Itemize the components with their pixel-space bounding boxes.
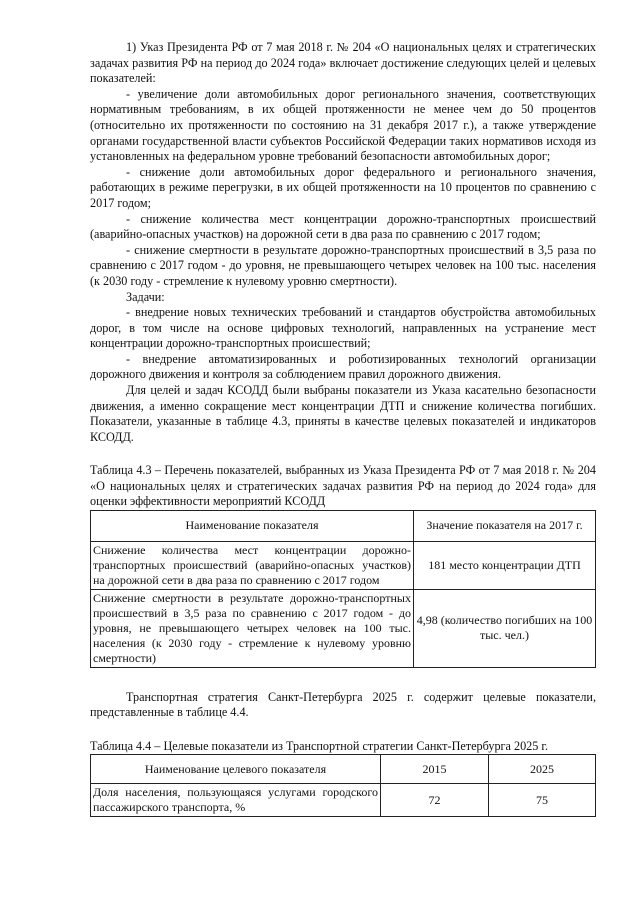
table-row bbox=[91, 589, 596, 667]
table-4-3-caption: Таблица 4.3 – Перечень показателей, выбранных из Указа Президента РФ от 7 мая 2018 г. № 204 «О национальных целях и стратегических задачах развития РФ на период до 2024 года» для оценки эффективности мероприятий КСОДД bbox=[90, 463, 596, 509]
document-page bbox=[90, 40, 596, 817]
table-4-4 bbox=[90, 754, 596, 817]
column-header: Наименование показателя bbox=[91, 510, 414, 541]
table-header-row bbox=[91, 510, 596, 541]
goal-item: - снижение количества мест концентрации дорожно-транспортных происшествий (аварийно-опасных участков) на дорожной сети в два раза по сравнению с 2017 годом; bbox=[90, 211, 596, 242]
indicator-value-cell: 4,98 (количество погибших на 100 тыс. чел.) bbox=[414, 589, 596, 667]
intro-paragraph: 1) Указ Президента РФ от 7 мая 2018 г. № 204 «О национальных целях и стратегических задачах развития РФ на период до 2024 года» включает достижение следующих целей и целевых показателей: bbox=[90, 40, 596, 86]
table-header-row bbox=[91, 755, 596, 784]
goal-item: - снижение доли автомобильных дорог федерального и регионального значения, работающих в режиме перегрузки, в их общей протяженности на 10 процентов по сравнению с 2017 годом; bbox=[90, 164, 596, 210]
tasks-label: Задачи: bbox=[126, 289, 165, 304]
task-item: - внедрение автоматизированных и роботизированных технологий организации дорожного движения и контроля за соблюдением правил дорожного движения. bbox=[90, 351, 596, 382]
table-row bbox=[91, 784, 596, 817]
conclusion-paragraph: Для целей и задач КСОДД были выбраны показатели из Указа касательно безопасности движения, а именно сокращение мест концентрации ДТП и снижение количества погибших. Показатели, указанные в таблице 4.3, приняты в качестве целевых показателей и индикаторов КСОДД. bbox=[90, 383, 596, 444]
column-header: Значение показателя на 2017 г. bbox=[414, 510, 596, 541]
table-row bbox=[91, 541, 596, 589]
goal-item: - снижение смертности в результате дорожно-транспортных происшествий в 3,5 раза по сравнению с 2017 годом - до уровня, не превышающего четырех человек на 100 тыс. населения (к 2030 году - стремление к нулевому уровню смертности). bbox=[90, 242, 596, 288]
column-header: 2025 bbox=[489, 755, 596, 784]
table-4-4-caption: Таблица 4.4 – Целевые показатели из Транспортной стратегии Санкт-Петербурга 2025 г. bbox=[90, 738, 549, 753]
indicator-name-cell: Снижение смертности в результате дорожно-транспортных происшествий в 3,5 раза по сравнению с 2017 годом - до уровня, не превышающего четырех человек на 100 тыс. населения (к 2030 году - стремление к нулевому уровню смертности) bbox=[91, 589, 414, 667]
task-item: - внедрение новых технических требований и стандартов обустройства автомобильных дорог, в том числе на основе цифровых технологий, направленных на устранение мест концентрации дорожно-транспортных происшествий; bbox=[90, 305, 596, 351]
table-4-3 bbox=[90, 510, 596, 668]
indicator-name-cell: Снижение количества мест концентрации дорожно-транспортных происшествий (аварийно-опасных участков) на дорожной сети в два раза по сравнению с 2017 годом bbox=[91, 541, 414, 589]
strategy-paragraph: Транспортная стратегия Санкт-Петербурга 2025 г. содержит целевые показатели, представленные в таблице 4.4. bbox=[90, 689, 596, 720]
goal-item: - увеличение доли автомобильных дорог регионального значения, соответствующих нормативным требованиям, в их общей протяженности не менее чем до 50 процентов (относительно их протяженности по состоянию на 31 декабря 2017 г.), а также утверждение органами государственной власти субъектов Российской Федерации таких нормативов исходя из установленных на федеральном уровне требований безопасности автомобильных дорог; bbox=[90, 86, 596, 164]
value-2025-cell: 75 bbox=[489, 784, 596, 817]
indicator-name-cell: Доля населения, пользующаяся услугами городского пассажирского транспорта, % bbox=[91, 784, 381, 817]
indicator-value-cell: 181 место концентрации ДТП bbox=[414, 541, 596, 589]
column-header: Наименование целевого показателя bbox=[91, 755, 381, 784]
column-header: 2015 bbox=[381, 755, 489, 784]
value-2015-cell: 72 bbox=[381, 784, 489, 817]
